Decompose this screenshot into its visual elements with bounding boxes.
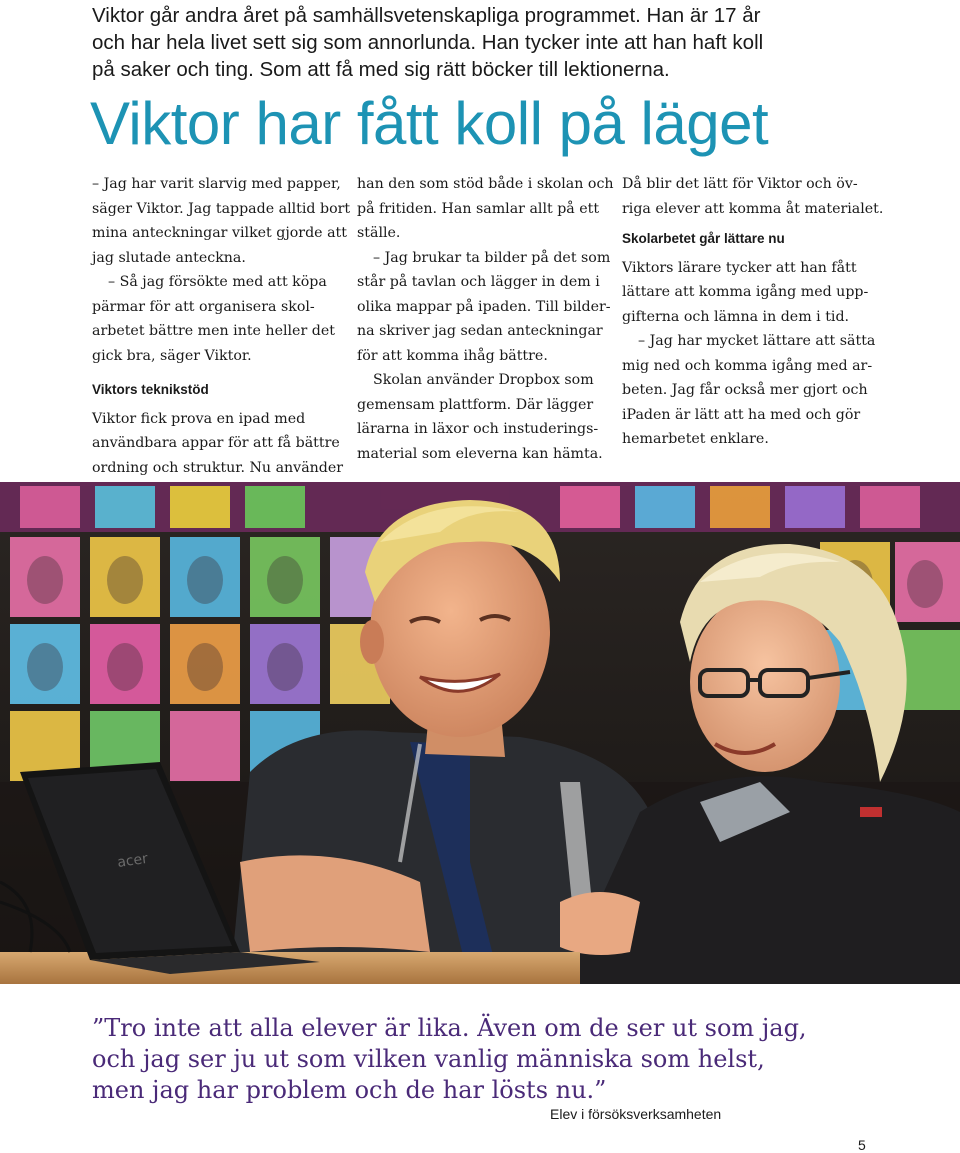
body-line: beten. Jag får också mer gjort och — [622, 382, 868, 398]
body-line: lärarna in läxor och instuderings- — [357, 421, 599, 437]
quote-line: men jag har problem och de har lösts nu.” — [92, 1076, 607, 1104]
headline: Viktor har fått koll på läget — [90, 90, 769, 157]
body-line: Skolan använder Dropbox som — [373, 372, 594, 388]
text-column-2 — [357, 172, 614, 466]
subheading: Skolarbetet går lättare nu — [622, 231, 785, 246]
body-line: står på tavlan och lägger in dem i — [357, 274, 600, 290]
text-column-3 — [622, 172, 884, 452]
quote-attribution: Elev i försöksverksamheten — [550, 1106, 722, 1122]
lead-paragraph — [92, 2, 852, 83]
body-line: – Jag har varit slarvig med papper, — [92, 176, 341, 192]
body-line: han den som stöd både i skolan och — [357, 176, 614, 192]
pull-quote — [92, 1013, 807, 1106]
body-line: mig ned och komma igång med ar- — [622, 357, 873, 374]
table — [0, 952, 580, 984]
body-line: säger Viktor. Jag tappade alltid bort — [92, 200, 351, 217]
lead-line: och har hela livet sett sig som annorlunda. Han tycker inte att han haft koll — [92, 31, 764, 54]
body-line: för att komma ihåg bättre. — [357, 347, 548, 364]
body-line: iPaden är lätt att ha med och gör — [622, 406, 861, 423]
body-line: ställe. — [357, 225, 401, 241]
body-line: gemensam plattform. Där lägger — [357, 396, 594, 413]
text-column-1 — [92, 172, 351, 480]
page-number: 5 — [858, 1137, 866, 1153]
body-line: Viktors lärare tycker att han fått — [622, 259, 857, 276]
body-line: gifterna och lämna in dem i tid. — [622, 308, 850, 325]
body-line: – Jag har mycket lättare att sätta — [638, 333, 876, 349]
body-line: Då blir det lätt för Viktor och öv- — [622, 176, 858, 192]
quote-line: och jag ser ju ut som vilken vanlig människa som helst, — [92, 1045, 765, 1073]
body-line: olika mappar på ipaden. Till bilder- — [357, 298, 611, 315]
body-line: Viktor fick prova en ipad med — [92, 410, 306, 427]
body-line: pärmar för att organisera skol- — [92, 298, 315, 315]
body-line: – Jag brukar ta bilder på det som — [373, 249, 611, 266]
body-line: riga elever att komma åt materialet. — [622, 200, 884, 217]
body-line: användbara appar för att få bättre — [92, 435, 340, 451]
body-line: hemarbetet enklare. — [622, 431, 769, 447]
body-line: material som eleverna kan hämta. — [357, 445, 603, 462]
classroom-photo — [0, 482, 960, 984]
quote-line: ”Tro inte att alla elever är lika. Även om de ser ut som jag, — [92, 1014, 807, 1042]
body-line: arbetet bättre men inte heller det — [92, 323, 335, 339]
body-line: på fritiden. Han samlar allt på ett — [357, 200, 600, 217]
lead-line: på saker och ting. Som att få med sig rätt böcker till lektionerna. — [92, 58, 670, 81]
body-line: jag slutade anteckna. — [92, 249, 246, 266]
body-line: mina anteckningar vilket gjorde att — [92, 225, 347, 241]
body-line: lättare att komma igång med upp- — [622, 284, 869, 300]
subheading: Viktors teknikstöd — [92, 382, 209, 397]
body-line: gick bra, säger Viktor. — [92, 347, 252, 364]
body-line: ordning och struktur. Nu använder — [92, 459, 344, 476]
body-line: – Så jag försökte med att köpa — [108, 274, 327, 290]
svg-text:acer: acer — [116, 850, 149, 871]
body-line: na skriver jag sedan anteckningar — [357, 323, 603, 339]
lead-line: Viktor går andra året på samhällsvetenskapliga programmet. Han är 17 år — [92, 4, 761, 27]
